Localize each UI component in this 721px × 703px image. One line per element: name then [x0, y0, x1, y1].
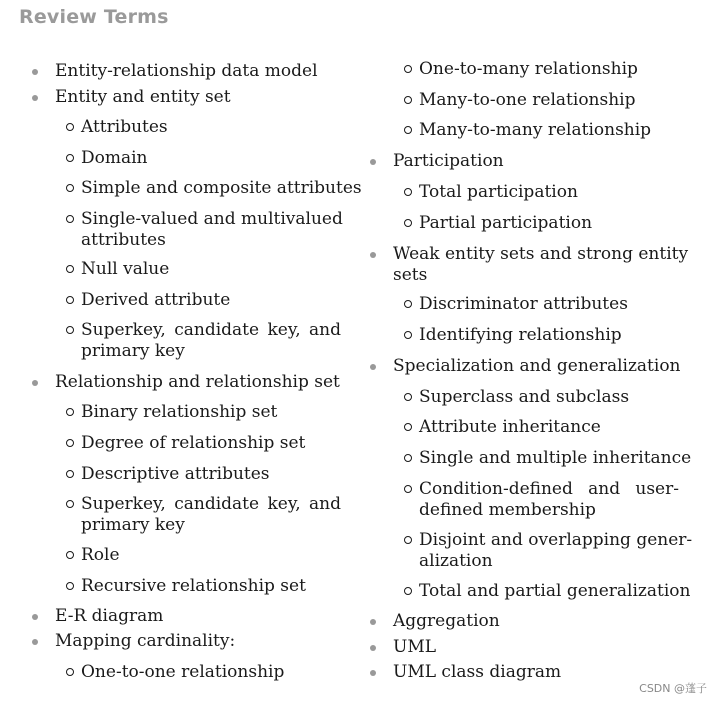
bullet-circle-icon [404, 454, 412, 462]
list-item-text-line: primary key [81, 341, 185, 361]
bullet-dot-icon [32, 69, 38, 75]
list-item-text-line: sets [393, 265, 428, 285]
list-item-text: Role [81, 545, 120, 565]
sub-list-item [81, 464, 270, 485]
list-item-text: Simple and composite attributes [81, 178, 362, 198]
sub-list-item [81, 178, 362, 199]
page-heading: Review Terms [19, 6, 169, 28]
bullet-circle-icon [404, 587, 412, 595]
bullet-circle-icon [66, 582, 74, 590]
bullet-circle-icon [404, 485, 412, 493]
sub-list-item [419, 59, 638, 80]
bullet-circle-icon [404, 65, 412, 73]
bullet-circle-icon [404, 219, 412, 227]
list-item-text: Entity-relationship data model [55, 61, 318, 81]
list-item-text-line: Superkey, candidate key, and [81, 494, 341, 514]
bullet-circle-icon [66, 668, 74, 676]
list-item [55, 606, 163, 627]
sub-list-item [81, 662, 284, 683]
sub-list-item [81, 494, 341, 536]
list-item-text-line: defined membership [419, 500, 596, 520]
list-item-text: Total and partial generalization [419, 581, 691, 601]
bullet-circle-icon [66, 551, 74, 559]
bullet-circle-icon [66, 326, 74, 334]
sub-list-item [419, 417, 601, 438]
list-item-text-line: attributes [81, 230, 166, 250]
list-item [55, 87, 231, 108]
sub-list-item [81, 320, 341, 362]
list-item-text: Null value [81, 259, 170, 279]
bullet-circle-icon [66, 215, 74, 223]
list-item [55, 631, 235, 652]
list-item [393, 151, 504, 172]
list-item-text: Identifying relationship [419, 325, 622, 345]
bullet-circle-icon [66, 439, 74, 447]
list-item-text-line: Condition-defined and user- [419, 479, 679, 499]
bullet-circle-icon [404, 96, 412, 104]
sub-list-item [81, 576, 306, 597]
list-item-text: Mapping cardinality: [55, 631, 236, 651]
list-item-text: Many-to-many relationship [419, 120, 652, 140]
bullet-circle-icon [404, 393, 412, 401]
bullet-circle-icon [66, 500, 74, 508]
sub-list-item [419, 448, 691, 469]
list-item-text: Attributes [81, 117, 168, 137]
list-item-text: Superclass and subclass [419, 387, 630, 407]
list-item-text-line: primary key [81, 515, 185, 535]
bullet-dot-icon [370, 670, 376, 676]
sub-list-item [81, 209, 341, 251]
list-item-text: Participation [393, 151, 504, 171]
bullet-circle-icon [66, 184, 74, 192]
list-item-text: Recursive relationship set [81, 576, 306, 596]
sub-list-item [81, 545, 120, 566]
list-item-text: Descriptive attributes [81, 464, 270, 484]
bullet-dot-icon [370, 159, 376, 165]
bullet-circle-icon [404, 126, 412, 134]
list-item-text: Binary relationship set [81, 402, 278, 422]
sub-list-item [419, 120, 651, 141]
sub-list-item [419, 387, 629, 408]
bullet-circle-icon [66, 408, 74, 416]
bullet-circle-icon [66, 154, 74, 162]
bullet-circle-icon [404, 536, 412, 544]
list-item-text-line: Disjoint and overlapping gener- [419, 530, 693, 550]
list-item-text: UML class diagram [393, 662, 562, 682]
bullet-dot-icon [32, 614, 38, 620]
list-item-text: Domain [81, 148, 148, 168]
list-item-text-line: alization [419, 551, 493, 571]
list-item-text: Entity and entity set [55, 87, 231, 107]
list-item-text: Aggregation [393, 611, 500, 631]
bullet-circle-icon [66, 265, 74, 273]
sub-list-item [81, 402, 277, 423]
sub-list-item [81, 259, 169, 280]
sub-list-item [81, 433, 305, 454]
list-item [393, 637, 436, 658]
bullet-dot-icon [370, 252, 376, 258]
bullet-dot-icon [32, 639, 38, 645]
list-item [393, 356, 681, 377]
watermark: CSDN @蓬子 [639, 682, 707, 695]
list-item-text-line: Superkey, candidate key, and [81, 320, 341, 340]
list-item [55, 372, 340, 393]
sub-list-item [419, 325, 622, 346]
sub-list-item [419, 479, 679, 521]
list-item [393, 611, 500, 632]
sub-list-item [419, 182, 578, 203]
bullet-circle-icon [66, 123, 74, 131]
list-item-text-line: Single-valued and multivalued [81, 209, 343, 229]
list-item-text: Single and multiple inheritance [419, 448, 692, 468]
list-item-text: One-to-one relationship [81, 662, 285, 682]
list-item-text: Degree of relationship set [81, 433, 306, 453]
bullet-circle-icon [404, 188, 412, 196]
bullet-circle-icon [66, 296, 74, 304]
list-item-text: One-to-many relationship [419, 59, 638, 79]
sub-list-item [81, 148, 148, 169]
list-item-text: Discriminator attributes [419, 294, 628, 314]
list-item [393, 662, 561, 683]
bullet-circle-icon [404, 300, 412, 308]
sub-list-item [419, 581, 690, 602]
bullet-dot-icon [32, 95, 38, 101]
list-item-text: Many-to-one relationship [419, 90, 636, 110]
sub-list-item [419, 90, 636, 111]
list-item-text: Attribute inheritance [419, 417, 601, 437]
list-item-text: Relationship and relationship set [55, 372, 340, 392]
bullet-dot-icon [32, 380, 38, 386]
list-item-text: Partial participation [419, 213, 593, 233]
list-item-text-line: Weak entity sets and strong entity [393, 244, 689, 264]
sub-list-item [419, 294, 628, 315]
list-item-text: Total participation [419, 182, 578, 202]
sub-list-item [81, 117, 168, 138]
bullet-dot-icon [370, 619, 376, 625]
bullet-circle-icon [404, 331, 412, 339]
sub-list-item [81, 290, 230, 311]
list-item-text: Derived attribute [81, 290, 231, 310]
bullet-circle-icon [404, 423, 412, 431]
sub-list-item [419, 530, 693, 572]
list-item-text: E-R diagram [55, 606, 164, 626]
bullet-circle-icon [66, 470, 74, 478]
list-item [55, 61, 318, 82]
sub-list-item [419, 213, 592, 234]
list-item-text: UML [393, 637, 437, 657]
list-item-text: Specialization and generalization [393, 356, 681, 376]
bullet-dot-icon [370, 364, 376, 370]
list-item [393, 244, 689, 286]
bullet-dot-icon [370, 645, 376, 651]
